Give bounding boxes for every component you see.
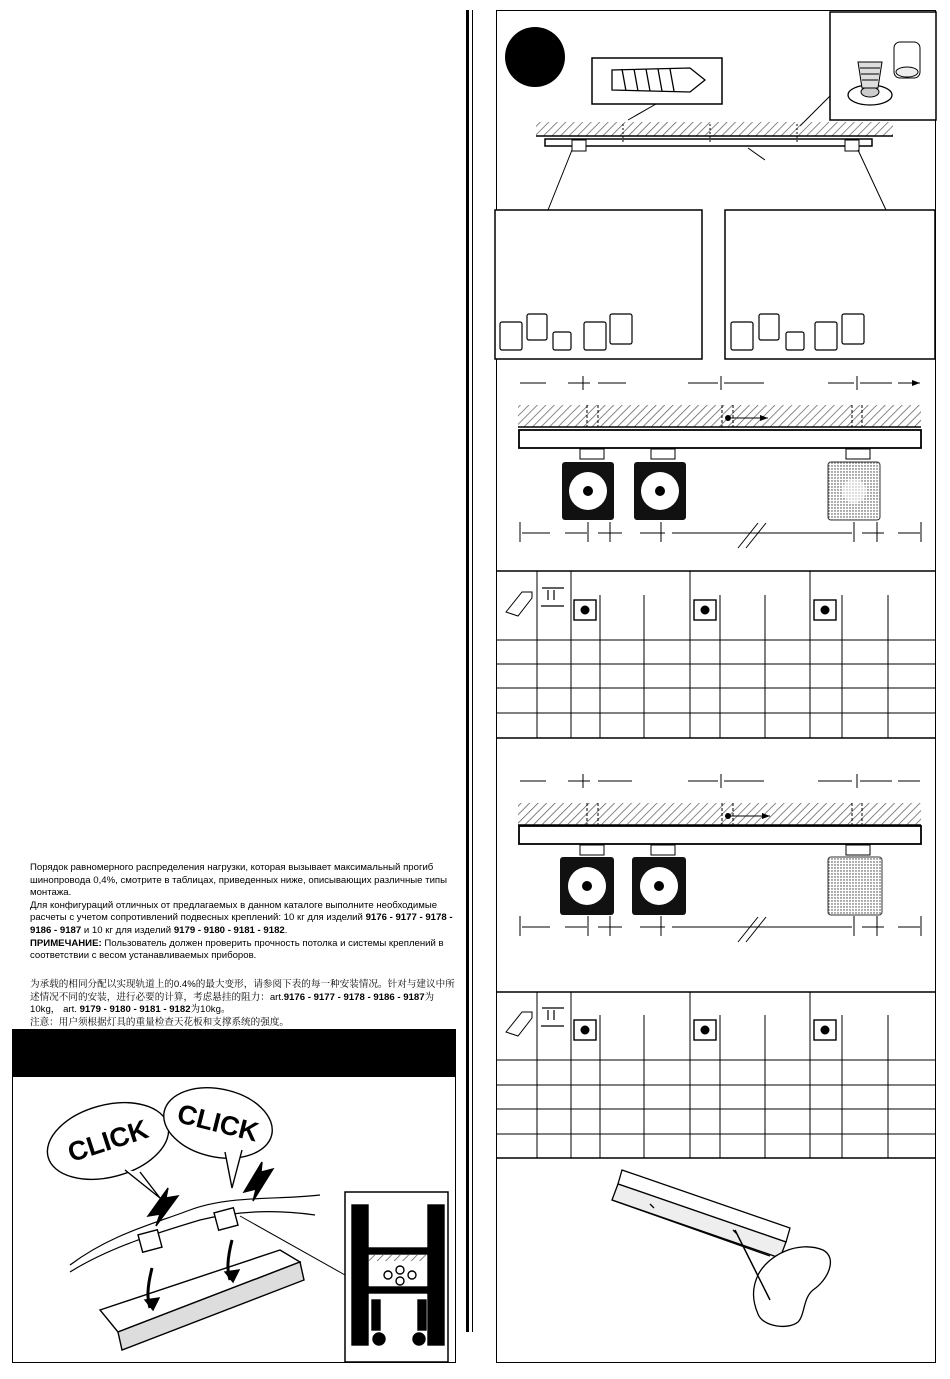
track-rail: [545, 139, 872, 146]
ru-note-text: Пользователь должен проверить прочность потолка и системы креплений в соответствии с весом устанавливаемых приборов.: [30, 937, 444, 962]
ru-paragraph-1: Порядок равномерного распределения нагрузки, которая вызывает максимальный прогиб шинопровода 0,4%, смотрите в таблицах, приведенных ниже, описывающих различные типы монтажа.: [30, 862, 448, 899]
load-diagram-1: [518, 376, 921, 548]
zh-note-text: 用户须根据灯具的重量检查天花板和支撑系统的强度。: [58, 1016, 290, 1028]
fixture-2c: [828, 857, 882, 915]
track-cutting-illustration: [612, 1170, 830, 1326]
track-rail-2: [519, 826, 921, 844]
table-1: [496, 571, 935, 738]
ru-p2-codes-2: 9179 - 9180 - 9181 - 9182: [173, 924, 285, 936]
ru-p2-text-a: Для конфигураций отличных от предлагаемых в данном каталоге выполните необходимые расчеты с учетом сопротивлений подвесных креплений: 10 кг для изделий: [30, 899, 438, 924]
zh-p1-text-a: 为承载的相同分配以实现轨道上的0.4%的最大变形，请参阅下表的每一种安装情况。针对与建议中所述情况不同的安装，进行必要的计算，考虑悬挂的阻力：art.: [30, 979, 455, 1003]
click-label-1: CLICK: [64, 1113, 152, 1169]
track-rail-1: [519, 430, 921, 448]
zh-p1-codes-2: 9179 - 9180 - 9181 - 9182: [79, 1004, 191, 1016]
ceiling-mount-diagram: [495, 12, 936, 359]
zh-p1-text-c: 为10kg。: [190, 1004, 231, 1016]
ru-note-label: ПРИМЕЧАНИЕ:: [30, 937, 102, 949]
click-label-2: CLICK: [174, 1098, 262, 1148]
zh-p1-codes-1: 9176 - 9177 - 9178 - 9186 - 9187: [283, 991, 425, 1003]
step-marker-circle: [505, 27, 565, 87]
ru-p2-codes-1: 9176 - 9177 - 9178 - 9186 - 9187: [30, 912, 453, 936]
ceiling-hatch: [536, 122, 893, 136]
load-diagram-2: [518, 774, 921, 942]
ru-p2-text-b: и 10 кг для изделий: [81, 924, 174, 936]
zh-p1-text-b: 为10kg， art.: [30, 991, 435, 1016]
zh-note-label: 注意：: [30, 1016, 59, 1028]
table-2: [496, 992, 935, 1158]
ru-p2-text-c: .: [284, 924, 288, 936]
